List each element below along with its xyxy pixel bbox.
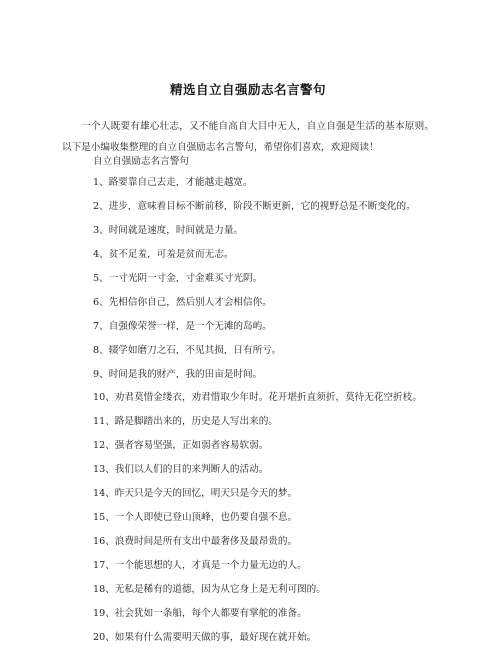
quote-list: [93, 176, 422, 655]
document-title: 精选自立自强励志名言警句: [169, 82, 326, 97]
list-item: 16、浪费时间是所有支出中最奢侈及最昂贵的。: [93, 536, 298, 548]
list-item: 6、先相信你自己，然后别人才会相信你。: [93, 296, 272, 308]
list-item: 10、劝君莫惜金缕衣，劝君惜取少年时。花开堪折直须折，莫待无花空折枝。: [93, 392, 422, 404]
intro-paragraph: 一个人既要有雄心壮志，又不能自高自大目中无人，自立自强是生活的基本原则。以下是小编收集整理的自立自强励志名言警句，希望你们喜欢，欢迎阅读！: [62, 121, 434, 153]
list-item: 17、一个能思想的人，才真是一个力量无边的人。: [93, 560, 307, 571]
list-item: 7、自强像荣誉一样，是一个无滩的岛屿。: [93, 320, 272, 332]
list-item: 19、社会犹如一条船，每个人都要有掌舵的准备。: [93, 607, 307, 619]
list-item: 4、贫不足羞，可羞是贫而无志。: [93, 248, 234, 260]
list-item: 11、路是脚踏出来的，历史是人写出来的。: [93, 416, 278, 428]
list-item: 1、路要靠自己去走，才能越走越宽。: [93, 177, 253, 188]
list-item: 12、强者容易坚强，正如弱者容易软弱。: [93, 440, 269, 452]
list-item: 14、昨天只是今天的回忆，明天只是今天的梦。: [93, 488, 298, 500]
section-subheading: 自立自强励志名言警句: [93, 156, 189, 167]
list-item: 5、一寸光阴一寸金，寸金难买寸光阴。: [93, 272, 263, 284]
list-item: 2、进步，意味着目标不断前移，阶段不断更新，它的视野总是不断变化的。: [93, 200, 416, 212]
list-item: 18、无私是稀有的道德，因为从它身上是无利可图的。: [93, 583, 326, 595]
list-item: 9、时间是我的财产，我的田亩是时间。: [93, 368, 263, 380]
list-item: 3、时间就是速度，时间就是力量。: [93, 224, 244, 236]
list-item: 8、辍学如磨刀之石，不见其损，日有所亏。: [93, 344, 282, 356]
list-item: 13、我们以人们的目的来判断人的活动。: [93, 464, 269, 476]
list-item: 15、一个人即使已登山顶峰，也仍要自强不息。: [93, 512, 298, 524]
list-item: 20、如果有什么需要明天做的事，最好现在就开始。: [93, 631, 317, 643]
